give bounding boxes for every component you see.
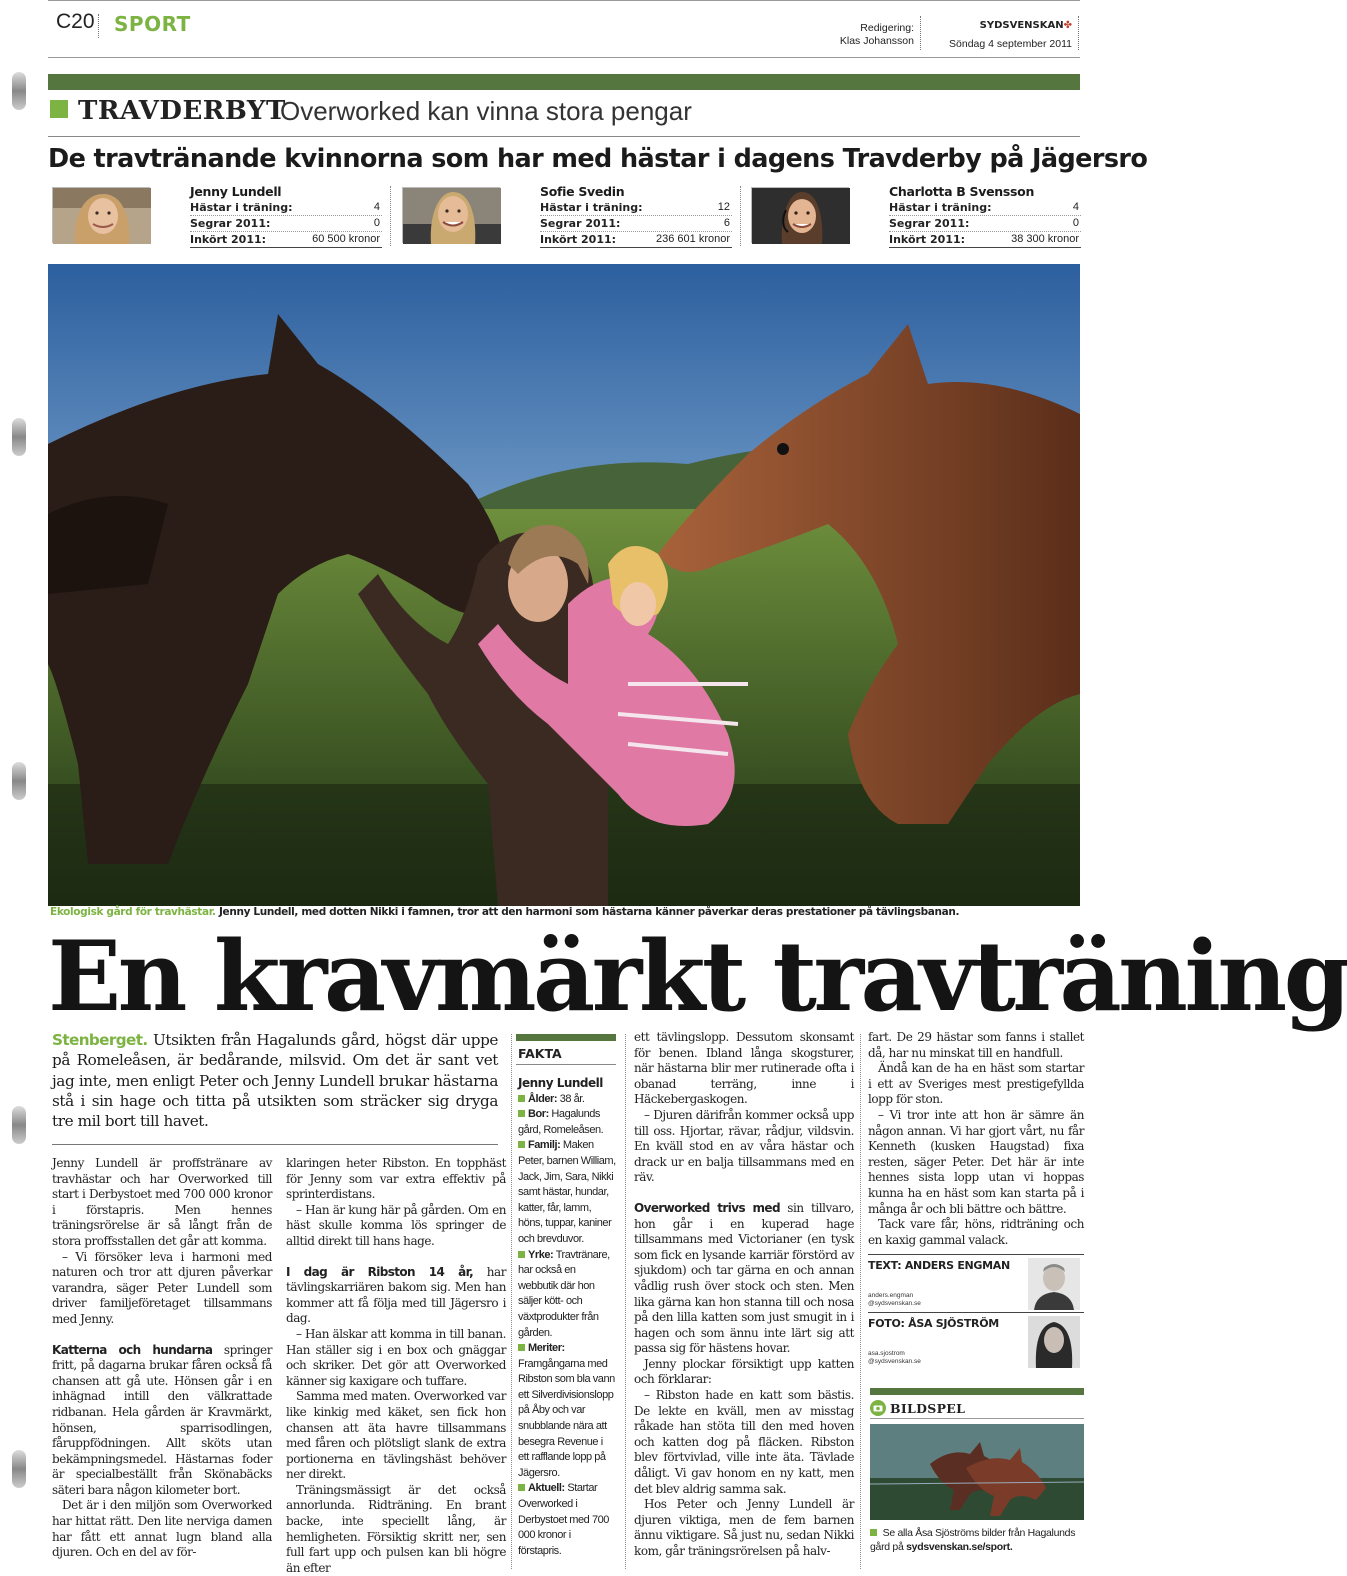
paragraph: Jenny Lundell är proffstränare av travhästar och har Overworked till start i Derbystoet med 700 000 kronor i förstapris. Men hennes träningsrörelse är så långt från de stora proffsstallen det går att komma. — [52, 1156, 272, 1248]
facts-bar — [516, 1034, 616, 1041]
paragraph: – Vi försöker leva i harmoni med naturen och tror att djuren påverkar varandra, säger Peter Lundell som driver familjeföretaget tillsammans med Jenny. — [52, 1249, 272, 1326]
paragraph: Jenny plockar försiktigt upp katten och förklarar: — [634, 1356, 854, 1387]
paragraph: Träningsmässigt är det också annorlunda. Ridträning. En brant backe, inte speciellt lång, är hemligheten. Försiktig skritt ner, sen full fart upp och pulsen kan bli högre än efter — [286, 1482, 506, 1575]
paragraph: Tack vare får, höns, ridträning och en kaxig gammal valack. — [868, 1217, 1084, 1247]
paragraph: – Djuren därifrån kommer också upp till oss. Hjortar, rävar, rådjur, vildsvin. En kväll stod en av våra hästar och drack ur en balja tillsammans med en räv. — [634, 1107, 854, 1185]
divider — [516, 1064, 616, 1065]
page-number: C20 — [56, 10, 95, 33]
fact-item: Meriter: Framgångarna med Ribston som bla vann ett Silverdivisionslopp på Åby och var snubblande nära att besegra Revenue i ett rafflande lopp på Jägersro. — [518, 1342, 615, 1479]
fact-item: Familj: Maken Peter, barnen William, Jack, Jim, Sara, Nikki samt hästar, hundar, katter, får, lamm, höns, tuppar, kaniner och brevduvor. — [518, 1139, 616, 1245]
dateline: Stenberget. — [52, 1031, 148, 1049]
byline-email: asa.sjostrom @sydsvenskan.se — [868, 1350, 921, 1365]
photographer-portrait-image — [1028, 1316, 1080, 1368]
binder-hole — [12, 72, 26, 110]
fact-item: Aktuell: Startar Overworked i Derbystoet med 700 000 kronor i förstapris. — [518, 1482, 609, 1557]
facts-name: Jenny Lundell — [518, 1076, 603, 1090]
newspaper-name: SYDSVENSKAN✤ — [979, 20, 1072, 31]
paragraph: Katterna och hundarna springer fritt, på dagarna brukar fåren också få chansen att gå ute. Hönsen går i en inhägnad intill den välkrattade ridbanan. Hela gården är Kravmärkt, hönsen, sparrisodlingen, fåruppfödningen. Allt sköts utan bekämpningsmedel. Hästarnas foder är specialbeställt från Skönabäcks säteri bara någon kilometer bort. — [52, 1342, 272, 1497]
divider — [625, 1034, 626, 1569]
slideshow-link[interactable]: sydsvenskan.se/sport. — [906, 1541, 1013, 1553]
paragraph: – Vi tror inte att hon är sämre än någon annan. Vi har gjort vårt, nu får Kenneth (kusken Haugstad) fixa resten, säger Peter. Det här är inte hennes sista lopp utan vi hoppas kunna ha en häst som kan starta på i många år och bli bättre och bättre. — [868, 1107, 1084, 1216]
bullet-square-icon — [518, 1110, 525, 1117]
facts-title: FAKTA — [518, 1046, 562, 1061]
divider — [1078, 16, 1079, 50]
binder-hole — [12, 1106, 26, 1144]
slideshow-photo[interactable] — [870, 1424, 1084, 1520]
divider — [868, 1312, 1084, 1313]
fact-item: Bor: Hagalunds gård, Romeleåsen. — [518, 1108, 604, 1136]
byline-role: TEXT: ANDERS ENGMAN — [868, 1259, 1010, 1272]
stat-row: Inkört 2011: 38 300 kronor — [889, 233, 1079, 246]
divider — [390, 186, 391, 246]
divider — [48, 136, 1080, 137]
horses-running-image — [870, 1424, 1084, 1520]
paragraph: klaringen heter Ribston. En topphäst för Jenny som var extra effektiv på sprinterdistans. — [286, 1156, 506, 1202]
section-name: SPORT — [114, 12, 191, 36]
bullet-square-icon — [870, 1529, 877, 1536]
fact-item: Ålder: 38 år. — [518, 1092, 616, 1108]
divider — [860, 1034, 861, 1569]
editor-name: Klas Johansson — [839, 35, 914, 47]
stat-row: Hästar i träning: 12 — [540, 201, 730, 214]
paragraph: Det är i den miljön som Overworked har hittat rätt. Den lite nerviga damen har fått ett annat lugn bland alla djuren. Och en del av för- — [52, 1498, 272, 1560]
byline-photo-credit — [868, 1314, 1082, 1372]
caption-lead: Ekologisk gård för travhästar. — [50, 906, 216, 918]
kicker-square-icon — [50, 100, 68, 118]
trainer-name: Jenny Lundell — [190, 184, 282, 199]
paragraph: – Han är kung här på gården. Om en häst skulle komma lös springer de alltid direkt till hans hage. — [286, 1202, 506, 1248]
slideshow-icon — [870, 1400, 886, 1416]
divider — [52, 1144, 498, 1145]
trainer-portrait — [52, 187, 150, 243]
portrait-image — [752, 188, 850, 244]
editor-credit — [800, 22, 914, 48]
publication-date: Söndag 4 september 2011 — [949, 38, 1072, 50]
byline-photo — [1028, 1316, 1080, 1368]
bullet-square-icon — [518, 1251, 525, 1258]
paragraph: Overworked trivs med sin tillvaro, hon går i en kuperad hage tillsammans med Victorianer (en tysk som fick en lysande karriär förstörd av sjukdom) och tar gärna en och annan vådlig rush över stock och sten. Men lika gärna kan hon stanna till och nosa på den lilla katten som just smugit in i hagen och som ännu inte lärt sig att passa sig för hästens hovar. — [634, 1200, 854, 1356]
bullet-square-icon — [518, 1141, 525, 1148]
divider — [920, 16, 921, 50]
bullet-square-icon — [518, 1484, 525, 1491]
horses-photo-image — [48, 264, 1080, 906]
kicker-subtitle: Overworked kan vinna stora pengar — [280, 96, 692, 126]
stat-row: Segrar 2011: 6 — [540, 217, 730, 230]
caption-text: Jenny Lundell, med dotten Nikki i famnen, tror att den harmoni som hästarna känner påverkar deras prestationer på tävlingsbanan. — [215, 906, 960, 918]
subheading: Overworked trivs med — [634, 1200, 780, 1215]
kicker-label: TRAVDERBYT — [78, 96, 286, 126]
camera-icon — [870, 1400, 886, 1416]
trainer-portrait — [402, 187, 500, 243]
stat-row: Hästar i träning: 4 — [190, 201, 380, 214]
divider — [868, 1254, 1084, 1255]
subheading: I dag är Ribston 14 år, — [286, 1264, 474, 1279]
divider — [98, 14, 99, 38]
subheading: Katterna och hundarna — [52, 1342, 213, 1357]
byline-role: FOTO: ÅSA SJÖSTRÖM — [868, 1317, 999, 1330]
paragraph: – Ribston hade en katt som bästis. De lekte en kväll, men av misstag råkade han stöta till den med hoven och katten dog på fläcken. Ribston blev förtvivlad, ville inte äta. Tävlade dåligt. Vi gav honom en ny katt, men det blev aldrig samma sak. — [634, 1388, 854, 1496]
trainer-card — [398, 184, 732, 248]
bullet-square-icon — [518, 1344, 525, 1351]
logo-mark-icon: ✤ — [1063, 20, 1072, 31]
paragraph: Samma med maten. Overworked var like kinkig med käket, sen fick hon chansen att äta havre tillsammans med fåren och plötsligt slank de extra portionerna en tävlingshäst behöver ner direkt. — [286, 1389, 506, 1482]
photo-caption — [50, 906, 1080, 918]
slideshow-text: Se alla Åsa Sjöströms bilder från Hagalunds gård på sydsvenskan.se/sport. — [870, 1527, 1076, 1553]
stat-row: Hästar i träning: 4 — [889, 201, 1079, 214]
bullet-square-icon — [518, 1095, 525, 1102]
slideshow-bar — [870, 1388, 1084, 1395]
divider — [511, 1034, 512, 1569]
article-column-1 — [52, 1156, 272, 1561]
divider — [870, 1418, 1084, 1419]
paragraph: Ändå kan de ha en häst som startar i ett av Sveriges mest prestigefyllda lopp för ston. — [868, 1061, 1084, 1107]
paragraph: fart. De 29 hästar som fanns i stallet då, har nu minskat till en handfull. — [868, 1030, 1084, 1060]
paragraph: Hos Peter och Jenny Lundell är djuren viktiga, men de fem barnen ännu viktigare. Så just nu, sedan Nikki kom, går träningsrörelsen på halv- — [634, 1497, 854, 1558]
portrait-image — [53, 188, 151, 244]
byline-text — [868, 1256, 1082, 1314]
paragraph: – Han älskar att komma in till banan. Han ställer sig i en box och gnäggar och skriker. Det gör att Overworked känner sig kaxigare och tuffare. — [286, 1326, 506, 1388]
portrait-image — [403, 188, 501, 244]
article-column-3 — [634, 1030, 854, 1560]
binder-hole — [12, 762, 26, 800]
paragraph: I dag är Ribston 14 år, har tävlingskarriären bakom sig. Men han kommer att få följa med till Jägersro i dag. — [286, 1264, 506, 1326]
slideshow-title: BILDSPEL — [890, 1401, 966, 1416]
facts-box — [518, 1076, 616, 1559]
binder-hole — [12, 418, 26, 456]
trainer-name: Charlotta B Svensson — [889, 184, 1035, 199]
trainer-card — [48, 184, 382, 248]
author-portrait-image — [1028, 1258, 1080, 1310]
paragraph: ett tävlingslopp. Dessutom skonsamt för benen. Ibland långa skogsturer, när hästarna blir mer rutinerade ofta i obanad terräng, inne i Häckebergaskogen. — [634, 1030, 854, 1107]
fact-item: Yrke: Travtränare, har också en webbutik där hon säljer kött- och växtprodukter från gården. — [518, 1248, 610, 1339]
byline-email: anders.engman @sydsvenskan.se — [868, 1292, 921, 1307]
article-headline: En kravmärkt travträning — [48, 920, 1347, 1033]
divider — [740, 186, 741, 246]
section-bar — [48, 74, 1080, 90]
trainer-card — [747, 184, 1081, 248]
trainers-heading: De travtränande kvinnorna som har med hästar i dagens Travderby på Jägersro — [48, 144, 1148, 174]
trainer-portrait — [751, 187, 849, 243]
article-column-2 — [286, 1156, 506, 1576]
byline-photo — [1028, 1258, 1080, 1310]
main-photo — [48, 264, 1080, 906]
stat-row: Segrar 2011: 0 — [889, 217, 1079, 230]
article-column-4 — [868, 1030, 1084, 1248]
stat-row: Inkört 2011: 60 500 kronor — [190, 233, 380, 246]
editor-label: Redigering: — [860, 22, 914, 34]
article-lead: Stenberget. Utsikten från Hagalunds gård, högst där uppe på Romeleåsen, är bedårande, milsvid. Om det är sant vet jag inte, men enligt Peter och Jenny Lundell brukar hästarna stå i sin hage och titta på utsikten som sträcker sig dryga tre mil bort till havet. — [52, 1031, 498, 1131]
stat-row: Segrar 2011: 0 — [190, 217, 380, 230]
stat-row: Inkört 2011: 236 601 kronor — [540, 233, 730, 246]
page-header — [48, 0, 1080, 58]
trainer-name: Sofie Svedin — [540, 184, 625, 199]
binder-hole — [12, 1450, 26, 1488]
